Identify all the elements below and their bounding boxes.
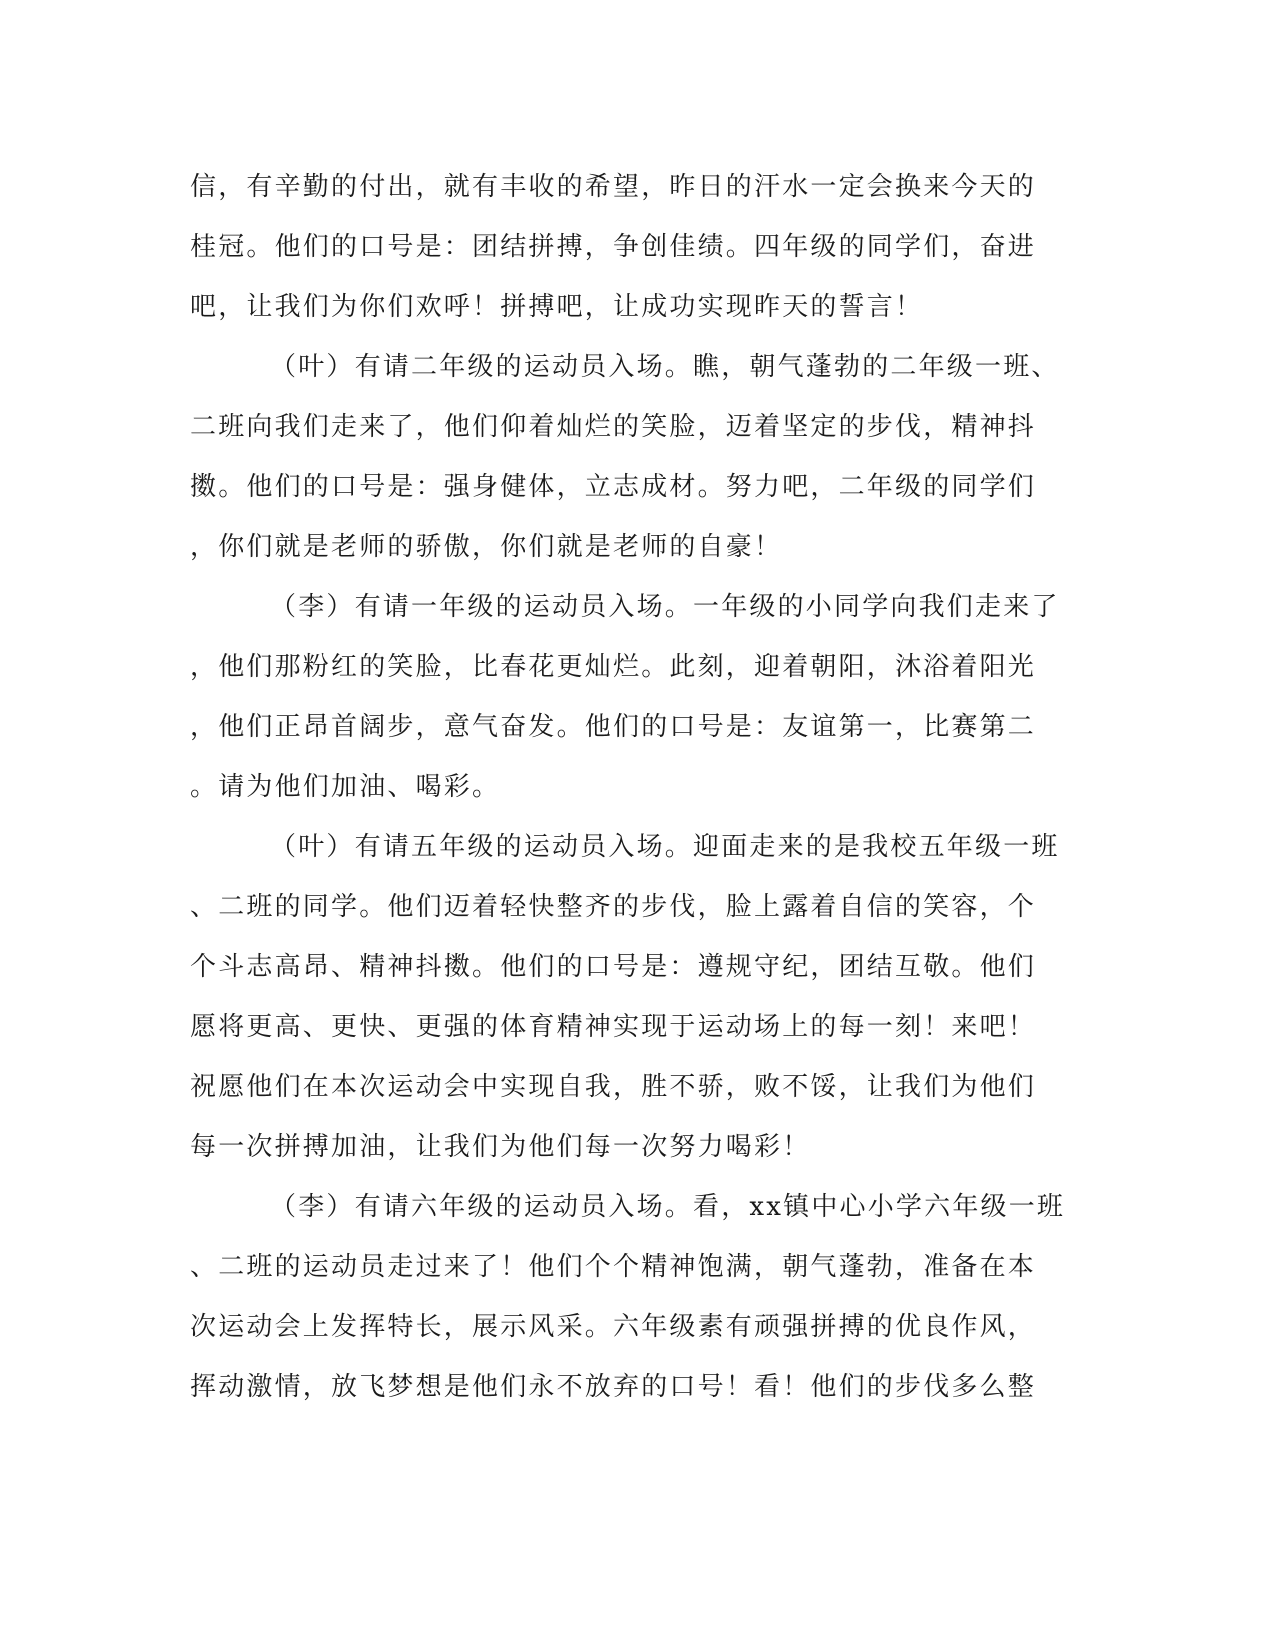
text-line: 愿将更高、更快、更强的体育精神实现于运动场上的每一刻！来吧！ <box>190 1012 1037 1042</box>
text-line: ，他们正昂首阔步，意气奋发。他们的口号是：友谊第一，比赛第二 <box>190 712 1037 742</box>
text-line: 每一次拼搏加油，让我们为他们每一次努力喝彩！ <box>190 1132 811 1162</box>
text-line: ，你们就是老师的骄傲，你们就是老师的自豪！ <box>190 532 783 562</box>
paragraph-first-line: （叶）有请二年级的运动员入场。瞧，朝气蓬勃的二年级一班、 <box>270 352 1060 382</box>
paragraph-first-line: （叶）有请五年级的运动员入场。迎面走来的是我校五年级一班 <box>270 832 1060 862</box>
text-line: 桂冠。他们的口号是：团结拼搏，争创佳绩。四年级的同学们，奋进 <box>190 232 1037 262</box>
text-line: 二班向我们走来了，他们仰着灿烂的笑脸，迈着坚定的步伐，精神抖 <box>190 412 1037 442</box>
document-body <box>190 157 1080 1417</box>
paragraph-first-line: （李）有请六年级的运动员入场。看，xx镇中心小学六年级一班 <box>270 1192 1066 1222</box>
text-line: 祝愿他们在本次运动会中实现自我，胜不骄，败不馁，让我们为他们 <box>190 1072 1037 1102</box>
text-line: 吧，让我们为你们欢呼！拼搏吧，让成功实现昨天的誓言！ <box>190 292 924 322</box>
paragraph-first-line: （李）有请一年级的运动员入场。一年级的小同学向我们走来了 <box>270 592 1060 622</box>
text-line: 、二班的同学。他们迈着轻快整齐的步伐，脸上露着自信的笑容，个 <box>190 892 1037 922</box>
text-line: 。请为他们加油、喝彩。 <box>190 772 501 802</box>
text-line: 次运动会上发挥特长，展示风采。六年级素有顽强拼搏的优良作风， <box>190 1312 1037 1342</box>
text-line: 信，有辛勤的付出，就有丰收的希望，昨日的汗水一定会换来今天的 <box>190 172 1037 202</box>
text-line: ，他们那粉红的笑脸，比春花更灿烂。此刻，迎着朝阳，沐浴着阳光 <box>190 652 1037 682</box>
text-line: 擞。他们的口号是：强身健体，立志成材。努力吧，二年级的同学们 <box>190 472 1037 502</box>
text-line: 、二班的运动员走过来了！他们个个精神饱满，朝气蓬勃，准备在本 <box>190 1252 1037 1282</box>
text-line: 个斗志高昂、精神抖擞。他们的口号是：遵规守纪，团结互敬。他们 <box>190 952 1037 982</box>
text-line: 挥动激情，放飞梦想是他们永不放弃的口号！看！他们的步伐多么整 <box>190 1372 1037 1402</box>
